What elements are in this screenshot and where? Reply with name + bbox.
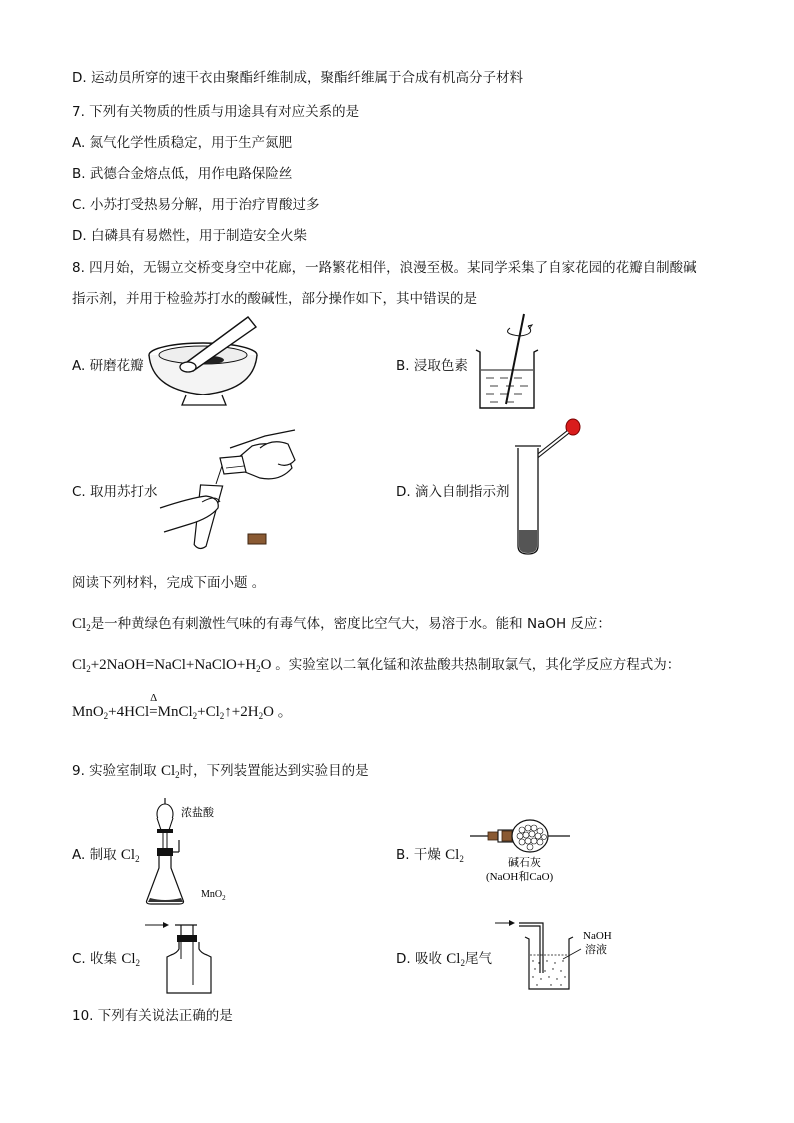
- passage-intro: 阅读下列材料，完成下面小题 。: [72, 575, 266, 591]
- q6-option-d: D. 运动员所穿的速干衣由聚酯纤维制成，聚酯纤维属于合成有机高分子材料: [72, 70, 523, 86]
- passage-line1: $Cl_2$是一种黄绿色有刺激性气味的有毒气体，密度比空气大，易溶于水。能和 NaOH 反应：: [72, 616, 611, 633]
- mortar-pestle-illustration: [148, 315, 263, 410]
- q9-option-c: C. 收集 $Cl_2$: [72, 951, 140, 968]
- cl2-generation-apparatus: [145, 796, 255, 911]
- q9-option-d: D. 吸收 $Cl_2$尾气: [396, 951, 492, 968]
- q7-option-c: C. 小苏打受热易分解，用于治疗胃酸过多: [72, 197, 320, 213]
- solution-label: 溶液: [585, 944, 607, 956]
- drying-tube-apparatus: [470, 818, 580, 888]
- q7-stem: 7. 下列有关物质的性质与用途具有对应关系的是: [72, 104, 360, 120]
- naoh-absorption-beaker: [495, 915, 625, 995]
- conc-hcl-label: 浓盐酸: [181, 807, 214, 819]
- q8-option-d: D. 滴入自制指示剂: [396, 484, 510, 500]
- q8-option-a: A. 研磨花瓣: [72, 358, 144, 374]
- q7-option-a: A. 氮气化学性质稳定，用于生产氮肥: [72, 135, 293, 151]
- mno2-label: MnO$_2$: [201, 889, 226, 902]
- q8-stem-line2: 指示剂，并用于检验苏打水的酸碱性，部分操作如下，其中错误的是: [72, 291, 477, 307]
- naoh-equation: $Cl_2+2NaOH=NaCl+NaClO+H_2O$: [72, 657, 276, 674]
- dropper-illustration: [510, 418, 582, 558]
- q9-option-a: A. 制取 $Cl_2$: [72, 847, 140, 864]
- q7-option-b: B. 武德合金熔点低，用作电路保险丝: [72, 166, 293, 182]
- q10-stem: 10. 下列有关说法正确的是: [72, 1008, 233, 1024]
- beaker-stirring-illustration: [472, 312, 552, 412]
- q8-option-c: C. 取用苏打水: [72, 484, 158, 500]
- q8-stem-line1: 8. 四月始，无锡立交桥变身空中花廊，一路繁花相伴，浪漫至极。某同学采集了自家花园的花瓣自制酸碱: [72, 260, 697, 276]
- soda-lime-label: 碱石灰: [508, 857, 541, 869]
- q8-option-b: B. 浸取色素: [396, 358, 468, 374]
- q9-option-b: B. 干燥 $Cl_2$: [396, 847, 464, 864]
- passage-line3: [72, 692, 293, 721]
- mno2-equation: MnO$_2$+4HCl Δ $=MnCl_2+Cl_2↑+2H_2O$ 。: [72, 692, 293, 721]
- gas-collection-bottle: [145, 915, 220, 995]
- q9-stem: 9. 实验室制取 $Cl_2$时，下列装置能达到实验目的是: [72, 763, 369, 780]
- q7-option-d: D. 白磷具有易燃性，用于制造安全火柴: [72, 228, 307, 244]
- soda-lime-composition: (NaOH和CaO): [486, 871, 554, 883]
- naoh-label: NaOH: [583, 930, 612, 942]
- passage-line2: $Cl_2+2NaOH=NaCl+NaClO+H_2O$ 。实验室以二氧化锰和浓盐酸共热制取氯气，其化学反应方程式为：: [72, 657, 681, 674]
- pouring-illustration: [160, 428, 305, 553]
